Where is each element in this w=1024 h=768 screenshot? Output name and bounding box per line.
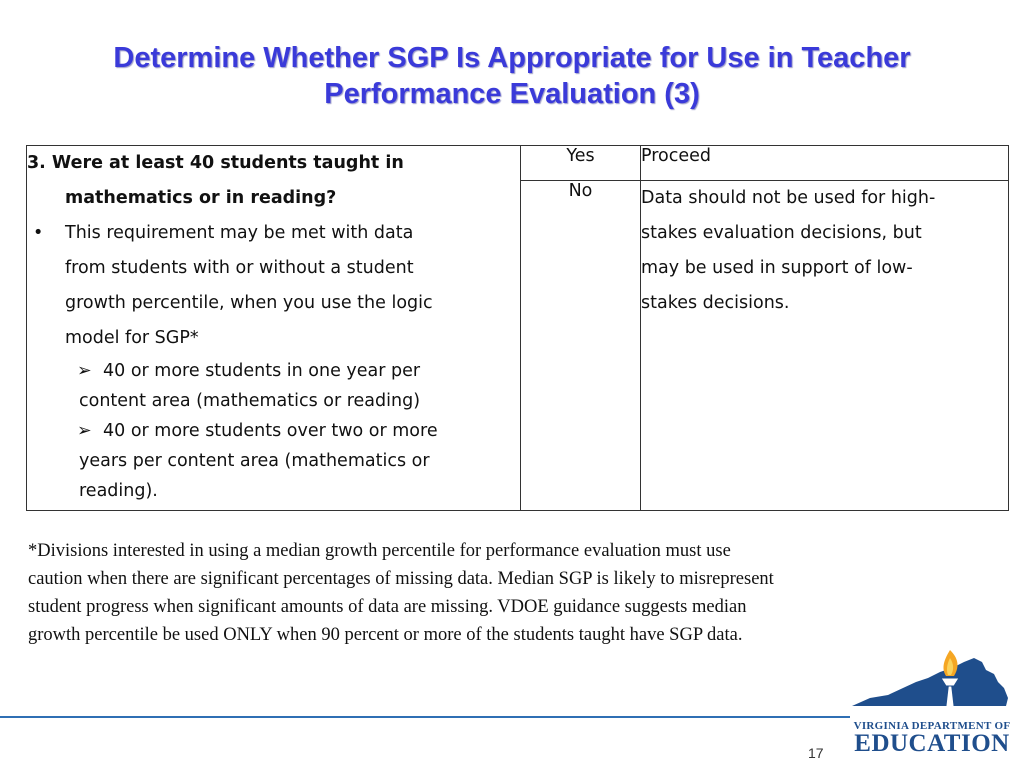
virginia-map-shape [852, 658, 1008, 706]
yes-cell: Yes [521, 146, 641, 181]
question-cell [27, 146, 521, 511]
bullet-icon: • [33, 223, 44, 243]
sub-item-2-line-2: years per content area (mathematics or [79, 451, 430, 471]
footnote-line-4: growth percentile be used ONLY when 90 percent or more of the students taught have SGP data. [28, 625, 743, 645]
footer-rule [0, 716, 850, 718]
page-number: 17 [808, 745, 824, 761]
logo-line-1: VIRGINIA DEPARTMENT OF [853, 720, 1011, 732]
logo-line-2: EDUCATION [854, 730, 1010, 757]
bullet-line-4: model for SGP* [65, 328, 199, 348]
footnote-line-3: student progress when significant amounts of data are missing. VDOE guidance suggests median [28, 597, 747, 617]
no-action-line-2: stakes evaluation decisions, but [641, 223, 922, 243]
sub-item-1: ➢ 40 or more students in one year per [27, 356, 520, 386]
no-action-cell [641, 181, 1009, 511]
sub-item-2-line-3: reading). [79, 481, 158, 501]
proceed-cell: Proceed [641, 146, 1009, 181]
slide-title-line-1: Determine Whether SGP Is Appropriate for Use in Teacher [113, 42, 911, 74]
sub-item-1-line-2: content area (mathematics or reading) [79, 391, 421, 411]
arrow-bullet-icon: ➢ [77, 421, 92, 441]
footnote [28, 537, 1008, 649]
sub-item-2: ➢ 40 or more students over two or more [27, 416, 520, 446]
bullet-line-3: growth percentile, when you use the logic [65, 293, 433, 313]
footnote-line-1: *Divisions interested in using a median growth percentile for performance evaluation must use [28, 541, 731, 561]
question-line-1: 3. Were at least 40 students taught in [27, 153, 404, 173]
bullet-line-1: • This requirement may be met with data [27, 216, 520, 251]
question-line-2: mathematics or in reading? [65, 188, 337, 208]
criteria-table [26, 145, 1009, 511]
no-action-line-4: stakes decisions. [641, 293, 790, 313]
bullet-line-2: from students with or without a student [65, 258, 414, 278]
arrow-bullet-icon: ➢ [77, 361, 92, 381]
no-cell: No [521, 181, 641, 511]
slide-title [30, 40, 994, 112]
footnote-line-2: caution when there are significant percentages of missing data. Median SGP is likely to misrepresent [28, 569, 774, 589]
no-action-line-3: may be used in support of low- [641, 258, 913, 278]
slide-title-line-2: Performance Evaluation (3) [324, 78, 700, 110]
no-action-line-1: Data should not be used for high- [641, 188, 936, 208]
